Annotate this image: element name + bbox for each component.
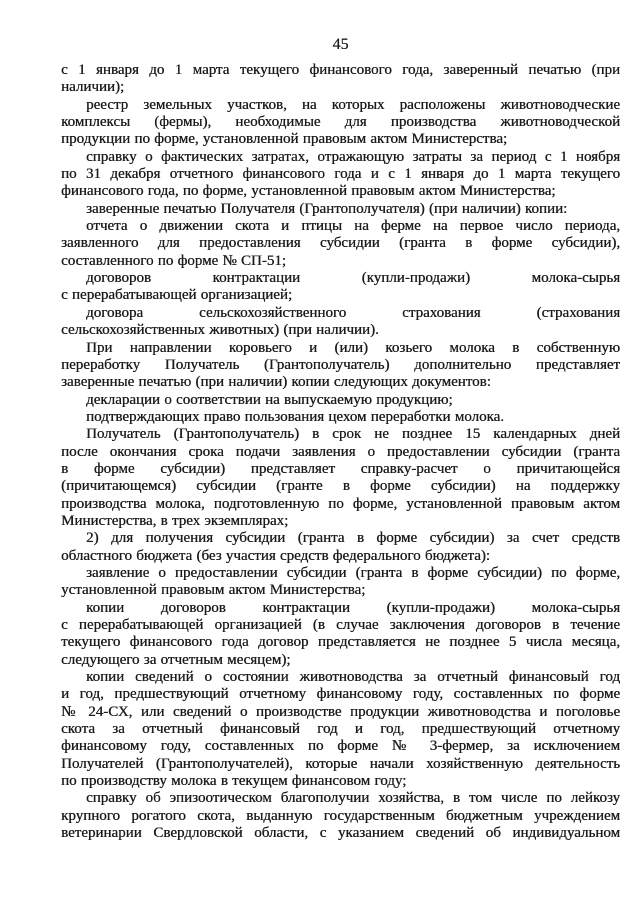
text-line: скота за отчетный финансовый год и год, предшествующий отчетному bbox=[61, 721, 620, 738]
text-line: с перерабатывающей организацией; bbox=[61, 287, 293, 304]
text-line: наличии); bbox=[61, 79, 125, 96]
text-line: с перерабатывающей организацией (в случае заключения договоров в течение bbox=[61, 617, 620, 633]
text-line: реестр земельных участков, на которых расположены животноводческие bbox=[86, 96, 620, 113]
text-line: заявление о предоставлении субсидии (гранта в форме субсидии) по форме, bbox=[86, 564, 620, 581]
text-line: по производству молока в текущем финансовом году; bbox=[61, 773, 407, 790]
text-line: декларации о соответствии на выпускаемую продукцию; bbox=[86, 391, 453, 408]
text-line: финансового года, по форме, установленной правовым актом Министерства; bbox=[61, 183, 556, 200]
page-content bbox=[61, 36, 620, 842]
text-line: заверенные печатью (при наличии) копии следующих документов: bbox=[61, 374, 491, 391]
text-line: продукции по форме, установленной правовым актом Министерства; bbox=[61, 131, 508, 148]
text-line: областного бюджета (без участия средств федерального бюджета): bbox=[61, 547, 490, 564]
text-line: крупного рогатого скота, выданную государственным бюджетным учреждением bbox=[61, 807, 620, 824]
text-line: финансовому году, составленных по форме № 3-фермер, за исключением bbox=[61, 738, 620, 755]
text-line: производства молока, подготовленную по форме, установленной правовым актом bbox=[61, 495, 620, 512]
text-line: составленного по форме № СП-51; bbox=[61, 252, 286, 269]
text-line: отчета о движении скота и птицы на ферме на первое число периода, bbox=[86, 218, 620, 235]
text-line: справку о фактических затратах, отражающую затраты за период с 1 ноября bbox=[86, 148, 620, 165]
text-line: копии сведений о состоянии животноводства за отчетный финансовый год bbox=[86, 669, 620, 686]
text-line: сельскохозяйственных животных) (при наличии). bbox=[61, 322, 379, 339]
text-line: после окончания срока подачи заявления о предоставлении субсидии (гранта bbox=[61, 443, 620, 460]
text-line: следующего за отчетным месяцем); bbox=[61, 651, 291, 668]
text-line: Министерства, в трех экземплярах; bbox=[61, 512, 289, 529]
text-line: Получателей (Грантополучателей), которые начали хозяйственную деятельность bbox=[61, 755, 620, 772]
text-line: справку об эпизоотическом благополучии хозяйства, в том числе по лейкозу bbox=[86, 790, 620, 807]
document-text-block bbox=[61, 62, 620, 842]
text-line: При направлении коровьего и (или) козьего молока в собственную bbox=[86, 339, 620, 356]
text-line: 2) для получения субсидии (гранта в форме субсидии) за счет средств bbox=[86, 530, 620, 547]
text-line: переработку Получатель (Грантополучатель) дополнительно представляет bbox=[61, 356, 620, 373]
page-number: 45 bbox=[332, 36, 349, 53]
text-line: Получатель (Грантополучатель) в срок не позднее 15 календарных дней bbox=[86, 426, 620, 443]
text-line: установленной правовым актом Министерства; bbox=[61, 582, 366, 599]
text-line: ветеринарии Свердловской области, с указанием сведений об индивидуальном bbox=[61, 825, 620, 842]
text-line: в форме субсидии) представляет справку-расчет о причитающейся bbox=[61, 460, 620, 477]
text-line: (причитающемся) субсидии (гранте в форме субсидии) на поддержку bbox=[61, 478, 620, 495]
text-line: текущего финансового года договор представляется не позднее 5 числа месяца, bbox=[61, 634, 620, 651]
text-line: комплексы (фермы), необходимые для производства животноводческой bbox=[61, 114, 620, 131]
text-line: подтверждающих право пользования цехом переработки молока. bbox=[86, 408, 504, 425]
text-line: по 31 декабря отчетного финансового года и с 1 января до 1 марта текущего bbox=[61, 166, 620, 183]
text-line: и год, предшествующий отчетному финансовому году, составленных по форме bbox=[61, 686, 620, 703]
text-line: копии договоров контрактации (купли-продажи) молока-сырья bbox=[86, 599, 620, 616]
text-line: заявленного для предоставления субсидии (гранта в форме субсидии), bbox=[61, 235, 620, 252]
text-line: заверенные печатью Получателя (Грантополучателя) (при наличии) копии: bbox=[86, 200, 568, 217]
text-line: договора сельскохозяйственного страхования (страхования bbox=[86, 304, 620, 321]
text-line: договоров контрактации (купли-продажи) молока-сырья bbox=[86, 270, 620, 287]
text-line: № 24-СХ, или сведений о производстве продукции животноводства и поголовье bbox=[61, 703, 620, 720]
text-line: с 1 января до 1 марта текущего финансового года, заверенный печатью (при bbox=[61, 62, 620, 78]
